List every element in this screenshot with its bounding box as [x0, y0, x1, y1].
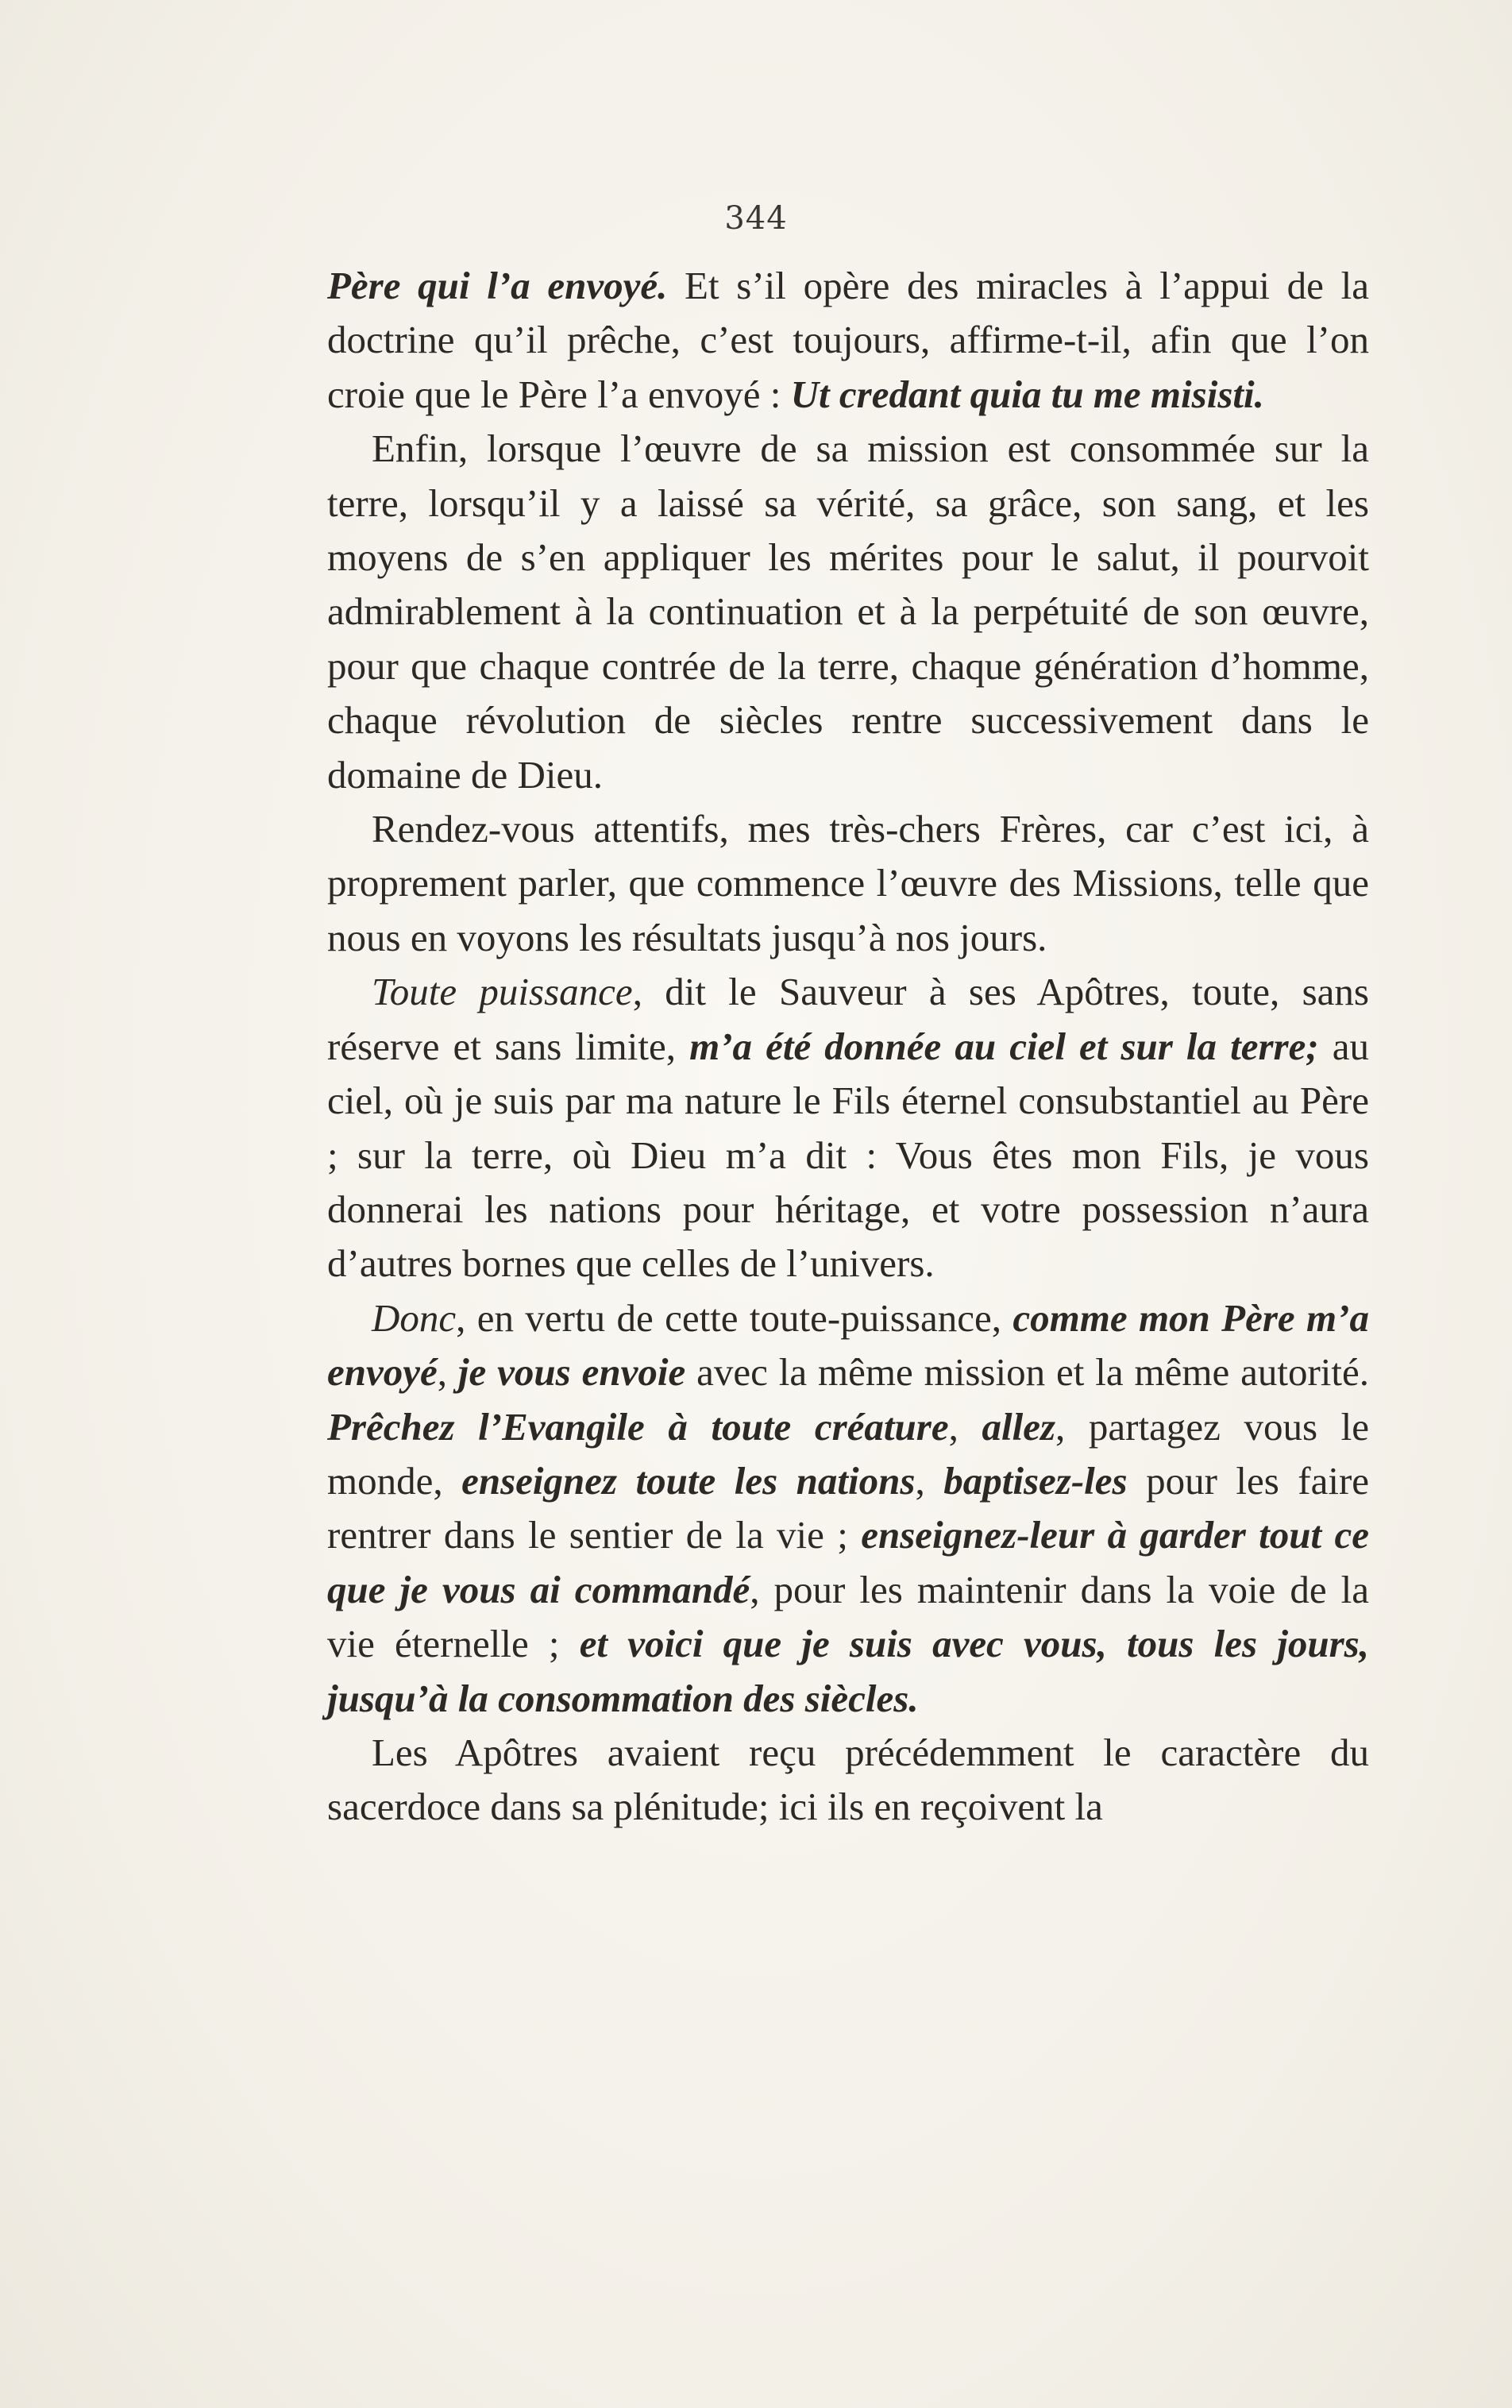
text-segment: je vous envoie: [457, 1350, 686, 1395]
text-segment: baptisez-les: [943, 1458, 1128, 1503]
text-segment: m’a été donnée au ciel et sur la terre;: [689, 1024, 1319, 1068]
text-segment: Et s’il opère des miracles à l’appui de la doctrine qu’il prêche, c’est toujours, affirme-t-il, afin que l’on croie que le Père l’a envoyé :: [327, 264, 1369, 416]
text-segment: ,: [437, 1350, 458, 1395]
paragraph: [327, 802, 1369, 965]
text-segment: Donc: [372, 1295, 457, 1340]
text-segment: allez: [982, 1404, 1056, 1449]
text-segment: , dit le Sauveur à ses Apôtres, toute, sans réserve et sans limite,: [327, 970, 1369, 1068]
paragraph: [327, 259, 1369, 422]
text-segment: Ut credant quia tu me misisti.: [790, 372, 1264, 416]
paragraph: [327, 1291, 1369, 1726]
text-segment: comme mon Père m’a envoyé: [327, 1295, 1369, 1395]
text-segment: pour les faire rentrer dans le sentier de la vie ;: [327, 1458, 1370, 1557]
text-segment: Prêchez l’Evangile à toute créature: [327, 1404, 949, 1449]
text-segment: , pour les maintenir dans la voie de la vie éternelle ;: [327, 1567, 1370, 1666]
text-segment: ,: [948, 1404, 982, 1449]
page-number: 344: [724, 200, 788, 237]
text-segment: Père qui l’a envoyé.: [327, 264, 668, 307]
text-segment: au ciel, où je suis par ma nature le Fils éternel consubstantiel au Père ; sur la terre, où Dieu m’a dit : Vous êtes mon Fils, je vous donnerai les nations pour héritage, et votre possession n’aura d’autres bornes que celles de l’univers.: [327, 1024, 1370, 1286]
text-segment: enseignez-leur à garder tout ce que je vous ai commandé: [327, 1513, 1369, 1611]
text-segment: ,: [915, 1458, 944, 1503]
text-segment: Enfin, lorsque l’œuvre de sa mission est consommée sur la terre, lorsqu’il y a laissé sa vérité, sa grâce, son sang, et les moyens de s’en appliquer les mérites pour le salut, il pourvoit admirablement à la continuation et à la perpétuité de son œuvre, pour que chaque contrée de la terre, chaque génération d’homme, chaque révolution de siècles rentre successivement dans le domaine de Dieu.: [327, 426, 1369, 797]
paragraph: [327, 965, 1369, 1291]
text-segment: , partagez vous le monde,: [327, 1404, 1369, 1503]
text-segment: Toute puissance: [372, 970, 633, 1014]
paragraph: [327, 422, 1369, 802]
text-segment: , en vertu de cette toute-puissance,: [456, 1295, 1013, 1340]
paragraph: [327, 1726, 1369, 1835]
text-segment: avec la même mission et la même autorité.: [685, 1350, 1369, 1395]
text-segment: Rendez-vous attentifs, mes très-chers Frères, car c’est ici, à proprement parler, que commence l’œuvre des Missions, telle que nous en voyons les résultats jusqu’à nos jours.: [327, 807, 1369, 959]
text-segment: Les Apôtres avaient reçu précédemment le caractère du sacerdoce dans sa plénitude; ici ils en reçoivent la: [327, 1730, 1369, 1829]
text-segment: et voici que je suis avec vous, tous les jours, jusqu’à la consommation des siècles.: [327, 1622, 1369, 1720]
text-segment: enseignez toute les nations: [461, 1458, 916, 1503]
body-text: [327, 259, 1369, 1835]
